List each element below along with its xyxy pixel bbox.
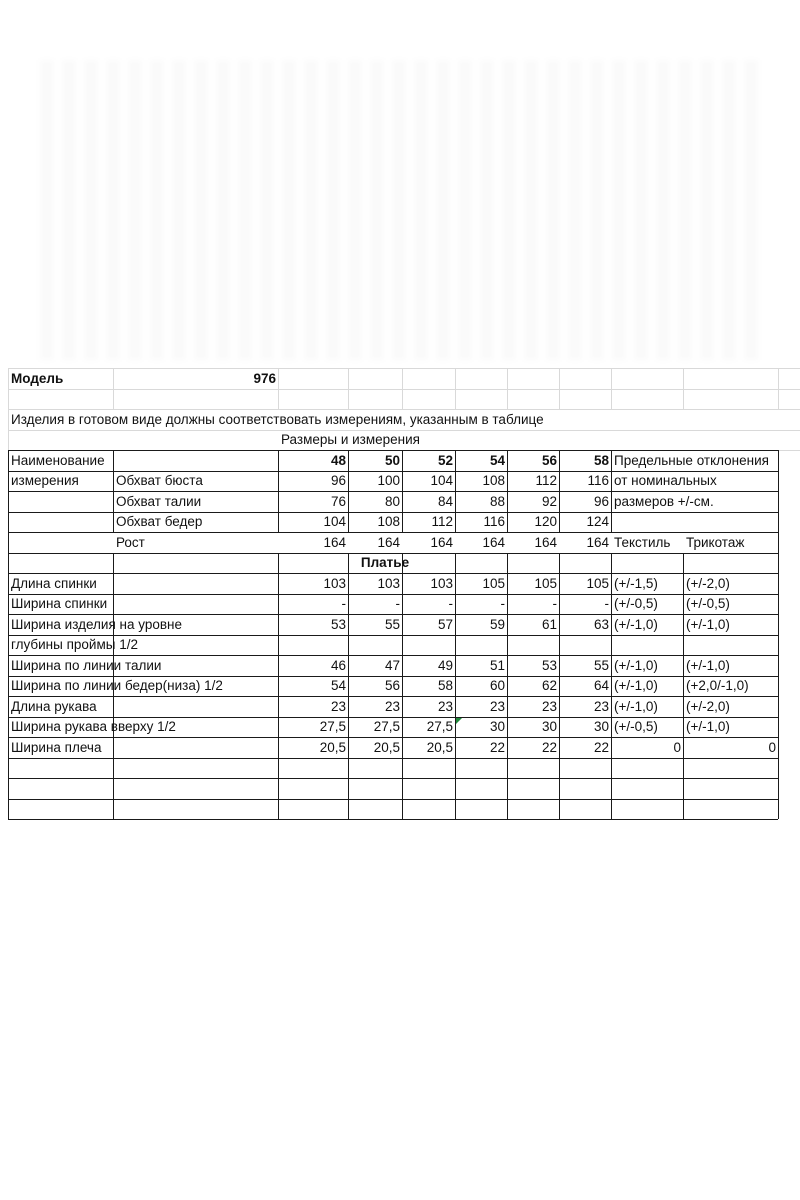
body-measurement-value[interactable]: 124: [586, 514, 609, 529]
garment-row-value[interactable]: 20,5: [373, 739, 400, 755]
garment-row-value[interactable]: 22: [593, 739, 609, 755]
grid-line: [402, 368, 403, 409]
size-header-54[interactable]: 54: [489, 452, 505, 468]
body-measurement-value[interactable]: 108: [377, 514, 400, 529]
body-measurement-value[interactable]: 104: [323, 514, 346, 529]
garment-row-value[interactable]: [278, 635, 348, 655]
column-textile[interactable]: Текстиль: [614, 534, 671, 550]
garment-row-value[interactable]: 60: [489, 678, 505, 693]
notice-text[interactable]: Изделия в готовом виде должны соответствовать измерениям, указанным в таблице: [11, 411, 544, 427]
section-title[interactable]: Размеры и измерения: [281, 432, 420, 447]
size-header-52[interactable]: 52: [437, 452, 453, 468]
garment-row-label[interactable]: Длина рукава: [11, 698, 97, 714]
garment-row-value[interactable]: 61: [541, 616, 557, 632]
garment-row-value[interactable]: 105: [534, 575, 557, 591]
garment-row-label[interactable]: Ширина по линии талии: [11, 657, 162, 673]
tolerance-knit[interactable]: (+/-2,0): [686, 698, 730, 714]
body-measurement-value[interactable]: 96: [330, 473, 346, 488]
garment-row-value[interactable]: 27,5: [426, 719, 453, 734]
tolerance-textile[interactable]: (+/-0,5): [614, 719, 658, 734]
grid-line: [278, 368, 279, 409]
grid-line: [611, 368, 612, 409]
body-measurement-value[interactable]: 116: [587, 473, 609, 488]
column-knit[interactable]: Трикотаж: [686, 534, 745, 550]
grid-line: [8, 389, 800, 390]
body-measurement-value[interactable]: 100: [377, 473, 400, 488]
garment-row-value[interactable]: [507, 635, 559, 655]
tolerance-header-line3[interactable]: размеров +/-см.: [614, 493, 714, 509]
tolerance-textile[interactable]: (+/-1,5): [614, 575, 658, 591]
garment-row-value[interactable]: 49: [437, 657, 453, 673]
body-measurement-value[interactable]: 112: [535, 473, 557, 488]
garment-row-value[interactable]: 53: [541, 657, 557, 673]
garment-row-value[interactable]: -: [448, 596, 453, 611]
garment-row-value[interactable]: 23: [593, 698, 609, 714]
body-measurement-value[interactable]: 120: [534, 514, 557, 529]
garment-row-value[interactable]: 23: [437, 698, 453, 714]
garment-row-value[interactable]: 46: [330, 657, 346, 673]
garment-row-value[interactable]: [402, 635, 455, 655]
tolerance-header-line1[interactable]: Предельные отклонения: [614, 452, 769, 468]
header-name-line2[interactable]: измерения: [11, 473, 79, 488]
size-header-48[interactable]: 48: [330, 452, 346, 468]
tolerance-textile[interactable]: (+/-1,0): [614, 698, 658, 714]
body-measurement-value[interactable]: 76: [330, 493, 346, 509]
body-measurement-label[interactable]: Обхват бедер: [116, 514, 203, 529]
grid-line: [683, 368, 684, 409]
table-border: [778, 553, 779, 820]
garment-row-value[interactable]: 23: [541, 698, 557, 714]
tolerance-textile[interactable]: (+/-1,0): [614, 678, 658, 693]
garment-row-label[interactable]: Длина спинки: [11, 575, 97, 591]
tolerance-textile[interactable]: (+/-1,0): [614, 657, 658, 673]
garment-row-value[interactable]: [348, 635, 402, 655]
table-border: [778, 532, 779, 553]
body-measurement-value[interactable]: 116: [483, 514, 505, 529]
garment-row-value[interactable]: 59: [489, 616, 505, 632]
garment-row-value[interactable]: [559, 635, 611, 655]
garment-row-value[interactable]: 23: [489, 698, 505, 714]
tolerance-knit[interactable]: (+/-2,0): [686, 575, 730, 591]
tolerance-knit[interactable]: (+/-1,0): [686, 657, 730, 673]
model-label[interactable]: Модель: [11, 370, 64, 386]
garment-row-value[interactable]: 30: [541, 719, 557, 734]
garment-row-label[interactable]: Ширина изделия на уровне: [11, 616, 182, 632]
tolerance-textile[interactable]: (+/-1,0): [614, 616, 658, 632]
garment-row-value[interactable]: 23: [384, 698, 400, 714]
garment-row-value[interactable]: 27,5: [373, 719, 400, 734]
garment-row-value[interactable]: 105: [482, 575, 505, 591]
faded-background-text: [40, 60, 760, 360]
garment-row-value[interactable]: 22: [489, 739, 505, 755]
garment-row-label[interactable]: Ширина плеча: [11, 739, 102, 755]
body-measurement-value[interactable]: 164: [534, 534, 557, 550]
tolerance-textile[interactable]: (+/-0,5): [614, 596, 658, 611]
garment-row-value[interactable]: [455, 635, 507, 655]
tolerance-knit[interactable]: (+/-1,0): [686, 616, 730, 632]
garment-row-value[interactable]: 103: [323, 575, 346, 591]
size-header-58[interactable]: 58: [593, 452, 609, 468]
garment-row-value[interactable]: 47: [384, 657, 400, 673]
tolerance-knit[interactable]: (+/-0,5): [686, 596, 730, 611]
size-header-56[interactable]: 56: [541, 452, 557, 468]
garment-row-value[interactable]: 53: [330, 616, 346, 632]
garment-row-label[interactable]: Ширина спинки: [11, 596, 108, 611]
grid-line: [455, 368, 456, 409]
garment-row-value[interactable]: 27,5: [319, 719, 346, 734]
table-border: [8, 799, 778, 800]
garment-row-value[interactable]: 54: [330, 678, 346, 693]
garment-row-value[interactable]: 103: [377, 575, 400, 591]
body-measurement-value[interactable]: 112: [431, 514, 453, 529]
tolerance-textile[interactable]: [611, 635, 683, 655]
garment-row-value[interactable]: 20,5: [426, 739, 453, 755]
body-measurement-label[interactable]: Обхват бюста: [116, 473, 203, 488]
tolerance-header-line2[interactable]: от номинальных: [614, 473, 717, 488]
body-measurement-label[interactable]: Рост: [116, 534, 145, 550]
garment-row-value[interactable]: -: [500, 596, 505, 611]
tolerance-knit[interactable]: (+2,0/-1,0): [686, 678, 749, 693]
garment-row-label[interactable]: глубины проймы 1/2: [11, 637, 138, 652]
garment-row-value[interactable]: 105: [586, 575, 609, 591]
table-border: [8, 758, 778, 759]
garment-row-value[interactable]: -: [604, 596, 609, 611]
table-border: [8, 819, 778, 820]
body-measurement-value[interactable]: 92: [541, 493, 557, 509]
garment-row-label[interactable]: Ширина рукава вверху 1/2: [11, 719, 176, 734]
body-measurement-value[interactable]: 164: [586, 534, 609, 550]
tolerance-knit[interactable]: [683, 635, 778, 655]
garment-row-value[interactable]: 103: [430, 575, 453, 591]
cell-error-flag: [456, 718, 462, 724]
garment-row-value[interactable]: 20,5: [319, 739, 346, 755]
garment-row-value[interactable]: -: [552, 596, 557, 611]
body-measurement-value[interactable]: 80: [384, 493, 400, 509]
garment-row-value[interactable]: 30: [489, 719, 505, 734]
body-measurement-value[interactable]: 84: [437, 493, 453, 509]
table-border: [8, 532, 9, 553]
garment-row-value[interactable]: 57: [437, 616, 453, 632]
tolerance-knit[interactable]: 0: [768, 739, 776, 755]
garment-row-value[interactable]: 55: [593, 657, 609, 673]
garment-row-value[interactable]: 58: [437, 678, 453, 693]
header-name-line1[interactable]: Наименование: [11, 452, 105, 468]
body-measurement-value[interactable]: 104: [430, 473, 453, 488]
table-border: [8, 778, 778, 779]
size-header-50[interactable]: 50: [384, 452, 400, 468]
garment-row-value[interactable]: 51: [489, 657, 505, 673]
garment-row-value[interactable]: 63: [593, 616, 609, 632]
body-measurement-value[interactable]: 164: [482, 534, 505, 550]
grid-line: [559, 368, 560, 409]
grid-line: [778, 368, 779, 409]
tolerance-textile[interactable]: 0: [673, 739, 681, 755]
garment-row-value[interactable]: 56: [384, 678, 400, 693]
garment-row-value[interactable]: -: [341, 596, 346, 611]
body-measurement-value[interactable]: 164: [430, 534, 453, 550]
grid-line: [348, 368, 349, 409]
model-number[interactable]: 976: [253, 370, 276, 386]
garment-row-value[interactable]: 62: [541, 678, 557, 693]
body-measurement-value[interactable]: 164: [377, 534, 400, 550]
garment-row-value[interactable]: -: [395, 596, 400, 611]
body-measurement-value[interactable]: 108: [482, 473, 505, 488]
garment-row-label[interactable]: Ширина по линии бедер(низа) 1/2: [11, 678, 223, 693]
garment-row-value[interactable]: 30: [593, 719, 609, 734]
tolerance-knit[interactable]: (+/-1,0): [686, 719, 730, 734]
garment-row-value[interactable]: 55: [384, 616, 400, 632]
body-measurement-value[interactable]: 88: [489, 493, 505, 509]
garment-title[interactable]: Платье: [360, 555, 410, 570]
grid-line: [507, 368, 508, 409]
table-border: [778, 450, 779, 532]
garment-row-value[interactable]: 22: [541, 739, 557, 755]
body-measurement-value[interactable]: 96: [593, 493, 609, 509]
garment-row-value[interactable]: 64: [593, 678, 609, 693]
garment-row-value[interactable]: 23: [330, 698, 346, 714]
body-measurement-label[interactable]: Обхват талии: [116, 493, 202, 509]
body-measurement-value[interactable]: 164: [323, 534, 346, 550]
